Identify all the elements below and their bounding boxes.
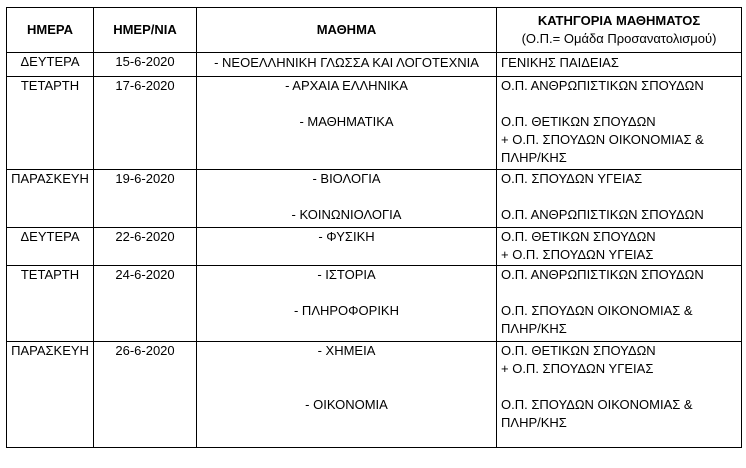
category-cell: [497, 266, 742, 342]
category-cell: [497, 342, 742, 448]
category-item: + Ο.Π. ΣΠΟΥΔΩΝ ΥΓΕΙΑΣ: [501, 361, 654, 376]
category-item: ΠΛΗΡ/ΚΗΣ: [501, 415, 567, 430]
table-row: [7, 342, 742, 448]
category-item: + Ο.Π. ΣΠΟΥΔΩΝ ΟΙΚΟΝΟΜΙΑΣ &: [501, 132, 704, 147]
category-item: + Ο.Π. ΣΠΟΥΔΩΝ ΥΓΕΙΑΣ: [501, 247, 654, 262]
subject-item: - ΟΙΚΟΝΟΜΙΑ: [305, 397, 388, 412]
table-row: [7, 77, 742, 170]
subject-item: - ΒΙΟΛΟΓΙΑ: [312, 171, 381, 186]
category-cell: [497, 228, 742, 266]
category-item: ΠΛΗΡ/ΚΗΣ: [501, 321, 567, 336]
subject-item: - ΝΕΟΕΛΛΗΝΙΚΗ ΓΛΩΣΣΑ ΚΑΙ ΛΟΓΟΤΕΧΝΙΑ: [214, 55, 479, 70]
table-row: [7, 266, 742, 342]
category-cell: [497, 53, 742, 77]
header-category: [497, 8, 742, 53]
subject-cell: [197, 228, 497, 266]
date-cell: 17-6-2020: [94, 77, 197, 170]
subject-item: - ΙΣΤΟΡΙΑ: [317, 267, 376, 282]
date-cell: 19-6-2020: [94, 170, 197, 228]
day-cell: ΔΕΥΤΕΡΑ: [7, 228, 94, 266]
subject-cell: [197, 77, 497, 170]
category-item: ΓΕΝΙΚΗΣ ΠΑΙΔΕΙΑΣ: [501, 55, 619, 70]
category-cell: [497, 170, 742, 228]
date-cell: 24-6-2020: [94, 266, 197, 342]
subject-item: - ΦΥΣΙΚΗ: [318, 229, 375, 244]
subject-item: - ΧΗΜΕΙΑ: [317, 343, 376, 358]
subject-cell: [197, 53, 497, 77]
subject-item: - ΜΑΘΗΜΑΤΙΚΑ: [299, 114, 394, 129]
category-item: Ο.Π. ΘΕΤΙΚΩΝ ΣΠΟΥΔΩΝ: [501, 114, 656, 129]
subject-cell: [197, 342, 497, 448]
day-cell: ΠΑΡΑΣΚΕΥΗ: [7, 170, 94, 228]
category-item: Ο.Π. ΘΕΤΙΚΩΝ ΣΠΟΥΔΩΝ: [501, 343, 656, 358]
day-cell: ΔΕΥΤΕΡΑ: [7, 53, 94, 77]
day-cell: ΠΑΡΑΣΚΕΥΗ: [7, 342, 94, 448]
subject-cell: [197, 266, 497, 342]
date-cell: 15-6-2020: [94, 53, 197, 77]
category-cell: [497, 77, 742, 170]
header-subject: ΜΑΘΗΜΑ: [197, 8, 497, 53]
subject-item: - ΠΛΗΡΟΦΟΡΙΚΗ: [293, 303, 399, 318]
exam-schedule-table: [6, 7, 742, 448]
subject-item: - ΑΡΧΑΙΑ ΕΛΛΗΝΙΚΑ: [285, 78, 408, 93]
header-date: ΗΜΕΡ/ΝΙΑ: [94, 8, 197, 53]
header-row: [7, 8, 742, 53]
category-item: Ο.Π. ΣΠΟΥΔΩΝ ΥΓΕΙΑΣ: [501, 171, 643, 186]
header-category-note: (Ο.Π.= Ομάδα Προσανατολισμού): [521, 31, 717, 46]
header-category-title: ΚΑΤΗΓΟΡΙΑ ΜΑΘΗΜΑΤΟΣ: [537, 13, 701, 28]
subject-cell: [197, 170, 497, 228]
category-item: Ο.Π. ΘΕΤΙΚΩΝ ΣΠΟΥΔΩΝ: [501, 229, 656, 244]
date-cell: 26-6-2020: [94, 342, 197, 448]
header-day: ΗΜΕΡΑ: [7, 8, 94, 53]
category-item: Ο.Π. ΣΠΟΥΔΩΝ ΟΙΚΟΝΟΜΙΑΣ &: [501, 397, 693, 412]
day-cell: ΤΕΤΑΡΤΗ: [7, 77, 94, 170]
category-item: ΠΛΗΡ/ΚΗΣ: [501, 150, 567, 165]
category-item: Ο.Π. ΑΝΘΡΩΠΙΣΤΙΚΩΝ ΣΠΟΥΔΩΝ: [501, 207, 704, 222]
category-item: Ο.Π. ΣΠΟΥΔΩΝ ΟΙΚΟΝΟΜΙΑΣ &: [501, 303, 693, 318]
day-cell: ΤΕΤΑΡΤΗ: [7, 266, 94, 342]
table-row: [7, 228, 742, 266]
date-cell: 22-6-2020: [94, 228, 197, 266]
table-row: [7, 53, 742, 77]
table-row: [7, 170, 742, 228]
category-item: Ο.Π. ΑΝΘΡΩΠΙΣΤΙΚΩΝ ΣΠΟΥΔΩΝ: [501, 78, 704, 93]
category-item: Ο.Π. ΑΝΘΡΩΠΙΣΤΙΚΩΝ ΣΠΟΥΔΩΝ: [501, 267, 704, 282]
subject-item: - ΚΟΙΝΩΝΙΟΛΟΓΙΑ: [291, 207, 402, 222]
